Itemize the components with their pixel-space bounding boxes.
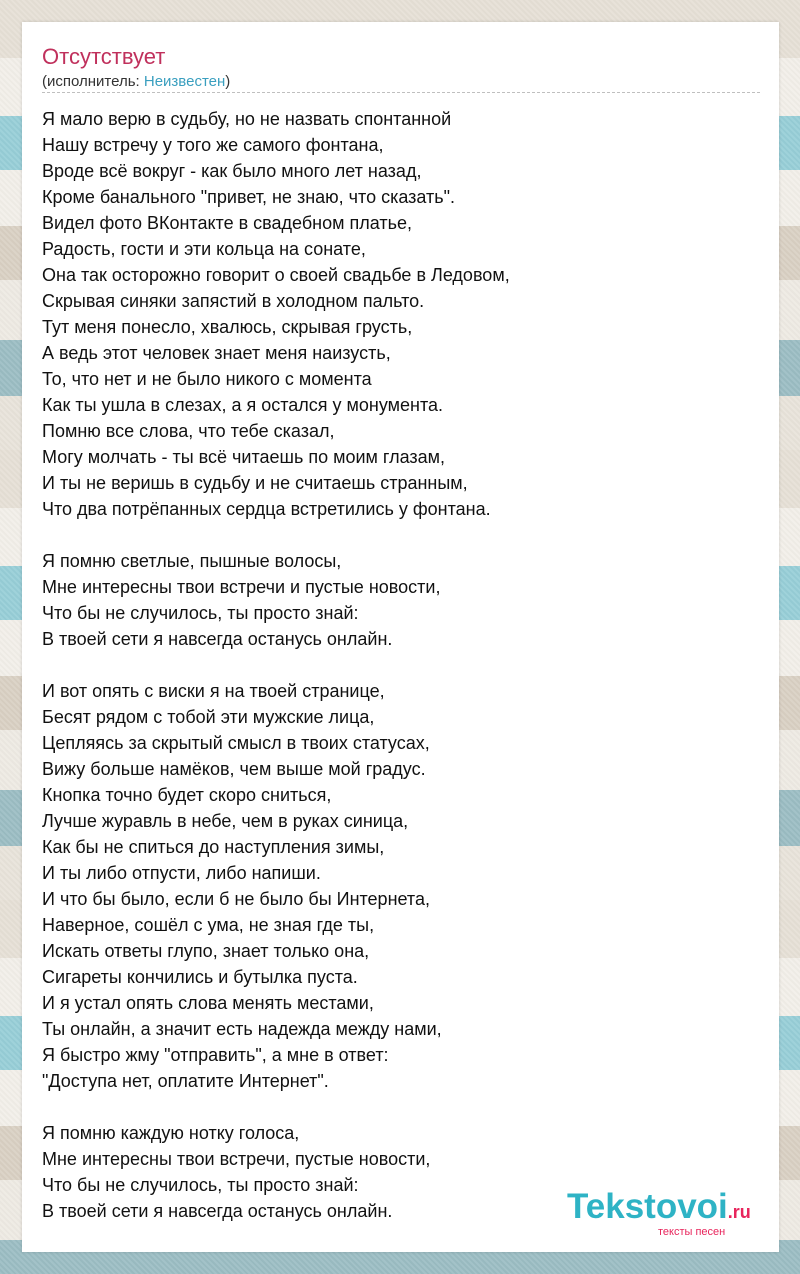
lyric-line: Как бы не спиться до наступления зимы,: [42, 837, 385, 857]
lyric-line: Скрывая синяки запястий в холодном пальто.: [42, 291, 425, 311]
lyric-line: И ты либо отпусти, либо напиши.: [42, 863, 321, 883]
lyric-line: Цепляясь за скрытый смысл в твоих статусах,: [42, 733, 430, 753]
lyric-line: Она так осторожно говорит о своей свадьбе в Ледовом,: [42, 265, 510, 285]
logo-domain-text: .ru: [727, 1202, 751, 1222]
dashed-divider: [42, 92, 760, 93]
lyric-line: Я помню светлые, пышные волосы,: [42, 551, 342, 571]
lyric-line: Кнопка точно будет скоро сниться,: [42, 785, 332, 805]
lyric-line: Радость, гости и эти кольца на сонате,: [42, 239, 366, 259]
lyric-line: Кроме банального "привет, не знаю, что сказать".: [42, 187, 456, 207]
logo-main-text: Tekstovoi: [567, 1187, 728, 1226]
lyric-line: Сигареты кончились и бутылка пуста.: [42, 967, 358, 987]
artist-link[interactable]: Неизвестен: [143, 73, 226, 90]
lyrics-stanza: [42, 678, 762, 1094]
lyric-line: Искать ответы глупо, знает только она,: [42, 941, 370, 961]
lyric-line: Как ты ушла в слезах, а я остался у монумента.: [42, 395, 444, 415]
lyric-line: Что два потрёпанных сердца встретились у фонтана.: [42, 499, 491, 519]
lyrics-stanza: [42, 106, 762, 522]
lyric-line: Видел фото ВКонтакте в свадебном платье,: [42, 213, 412, 233]
lyric-line: И ты не веришь в судьбу и не считаешь странным,: [42, 473, 468, 493]
lyric-line: А ведь этот человек знает меня наизусть,: [42, 343, 391, 363]
lyric-line: Помню все слова, что тебе сказал,: [42, 421, 335, 441]
lyric-line: Нашу встречу у того же самого фонтана,: [42, 135, 384, 155]
lyrics-stanza: [42, 548, 762, 652]
lyric-line: И я устал опять слова менять местами,: [42, 993, 374, 1013]
artist-line: [42, 72, 230, 92]
lyric-line: И что бы было, если б не было бы Интернета,: [42, 889, 430, 909]
lyric-line: В твоей сети я навсегда останусь онлайн.: [42, 1201, 393, 1221]
lyric-line: Могу молчать - ты всё читаешь по моим глазам,: [42, 447, 446, 467]
lyrics-text: [42, 106, 762, 1250]
lyrics-card: [22, 22, 779, 1252]
lyric-line: Ты онлайн, а значит есть надежда между нами,: [42, 1019, 442, 1039]
lyric-line: Что бы не случилось, ты просто знай:: [42, 603, 359, 623]
artist-suffix: ): [225, 73, 231, 90]
song-title: Отсутствует: [42, 44, 166, 69]
lyric-line: Я помню каждую нотку голоса,: [42, 1123, 300, 1143]
lyric-line: Я мало верю в судьбу, но не назвать спонтанной: [42, 109, 452, 129]
lyric-line: Наверное, сошёл с ума, не зная где ты,: [42, 915, 375, 935]
lyric-line: Бесят рядом с тобой эти мужские лица,: [42, 707, 375, 727]
lyric-line: То, что нет и не было никого с момента: [42, 369, 372, 389]
lyric-line: Вроде всё вокруг - как было много лет назад,: [42, 161, 422, 181]
lyric-line: Что бы не случилось, ты просто знай:: [42, 1175, 359, 1195]
lyric-line: Лучше журавль в небе, чем в руках синица,: [42, 811, 409, 831]
lyric-line: Вижу больше намёков, чем выше мой градус.: [42, 759, 426, 779]
artist-prefix: (исполнитель:: [42, 73, 144, 90]
lyric-line: "Доступа нет, оплатите Интернет".: [42, 1071, 329, 1091]
lyric-line: Мне интересны твои встречи и пустые новости,: [42, 577, 441, 597]
lyric-line: Я быстро жму "отправить", а мне в ответ:: [42, 1045, 389, 1065]
lyric-line: И вот опять с виски я на твоей странице,: [42, 681, 385, 701]
lyric-line: Тут меня понесло, хвалюсь, скрывая грусть,: [42, 317, 413, 337]
lyric-line: Мне интересны твои встречи, пустые новости,: [42, 1149, 431, 1169]
logo-tagline: тексты песен: [658, 1226, 726, 1238]
lyric-line: В твоей сети я навсегда останусь онлайн.: [42, 629, 393, 649]
site-logo[interactable]: [567, 1185, 777, 1255]
